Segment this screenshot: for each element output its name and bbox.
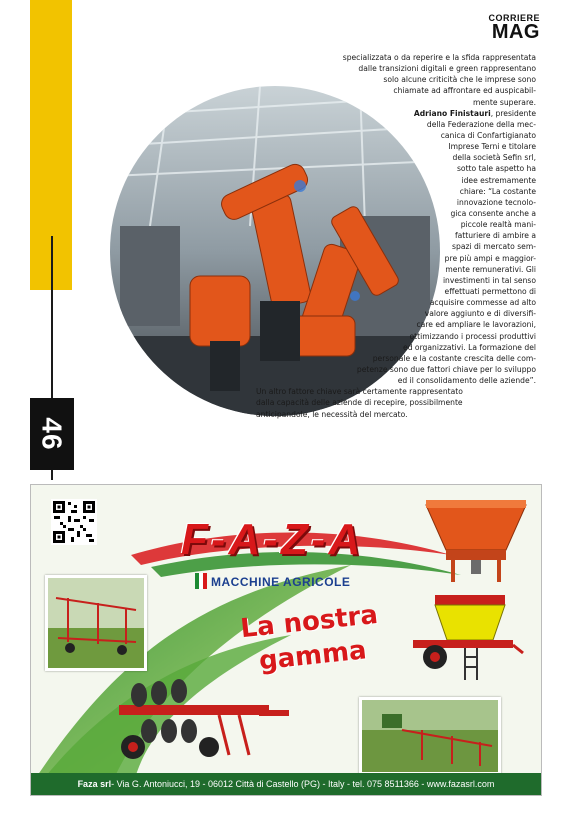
qr-code-icon[interactable]	[51, 499, 97, 545]
article-line: anticipandole, le necessità del mercato.	[256, 409, 408, 419]
article-line: innovazione tecnolo-	[456, 197, 536, 207]
article-line: investimenti in tal senso	[442, 275, 536, 285]
article-line: mente superare.	[472, 97, 536, 107]
footer-company: Faza srl	[77, 779, 112, 789]
hay-rake-photo	[45, 575, 147, 671]
article-line: valore aggiunto e di diversifi-	[424, 309, 536, 319]
article-line: della società Sefin srl,	[452, 153, 536, 163]
hopper-spreader-image	[421, 495, 531, 585]
disc-harrow-image	[109, 675, 289, 765]
article-line: petenze sono due fattori chiave per lo sviluppo	[356, 364, 536, 374]
fertilizer-spreader-image	[405, 585, 525, 685]
article-line: spazi di mercato sem-	[452, 242, 536, 252]
masthead-line1: CORRIERE	[488, 13, 540, 23]
article-line: piccole realtà mani-	[460, 220, 536, 230]
article-line: Un altro fattore chiave sarà certamente rappresentato	[256, 387, 463, 397]
ad-footer-contact	[31, 773, 541, 795]
italian-flag-icon	[195, 573, 207, 589]
article-line: Imprese Terni e titolare	[448, 142, 536, 152]
interviewee-name: Adriano Finistauri	[413, 108, 491, 118]
article-line: canica di Confartigianato	[440, 130, 536, 140]
article-line: effettuati permettono di	[444, 286, 536, 296]
article-line: ed il consolidamento delle aziende”.	[397, 376, 536, 386]
tedder-field-photo	[359, 697, 501, 775]
article-line: chiare: “La costante	[459, 186, 536, 196]
ad-slogan-line2: gamma	[257, 635, 368, 677]
article-line: specializzata o da reperire e la sfida rappresentata	[342, 53, 536, 62]
faza-brand-logo: F-A-Z-A	[181, 515, 364, 564]
article-line: solo alcune criticità che le imprese sono	[383, 75, 536, 85]
ad-tagline: MACCHINE AGRICOLE	[211, 575, 351, 589]
article-line: mente remunerativi. Gli	[445, 264, 536, 274]
footer-address: - Via G. Antoniucci, 19 - 06012 Città di Castello (PG) - Italy - tel. 075 8511366 - www.fazasrl.com	[111, 779, 495, 789]
article-line: dalla capacità delle aziende di recepire, possibilmente	[256, 398, 463, 408]
article-line: dalle transizioni digitali e green rappresentano	[358, 64, 536, 74]
article-line: ed organizzativi. La formazione del	[403, 342, 536, 352]
article-line: personale e la costante crescita delle com-	[372, 353, 536, 363]
article-line: chiamate ad affrontare ed auspicabil-	[393, 86, 536, 96]
article-line: sotto tale aspetto ha	[456, 164, 536, 174]
article-line: gica consente anche a	[450, 208, 536, 218]
page-number: 46	[37, 417, 68, 451]
article-line-name	[0, 108, 580, 119]
margin-rule-lower	[51, 470, 53, 480]
faza-advertisement	[30, 484, 542, 796]
ad-slogan-line1: La nostra	[239, 599, 380, 645]
article-line: idee estremamente	[461, 175, 536, 185]
article-line: della Federazione della mec-	[426, 119, 536, 129]
article-line: care ed ampliare le lavorazioni,	[416, 320, 536, 330]
interviewee-title: , presidente	[490, 108, 536, 118]
masthead-line2: MAG	[491, 21, 540, 43]
article-line: pre più ampi e maggior-	[444, 253, 536, 263]
masthead-logo	[488, 14, 540, 42]
article-line: acquisire commesse ad alto	[429, 298, 536, 308]
article-body	[0, 52, 580, 420]
article-line: ottimizzando i processi produttivi	[409, 331, 536, 341]
article-line: fatturiere di ambire a	[454, 231, 536, 241]
